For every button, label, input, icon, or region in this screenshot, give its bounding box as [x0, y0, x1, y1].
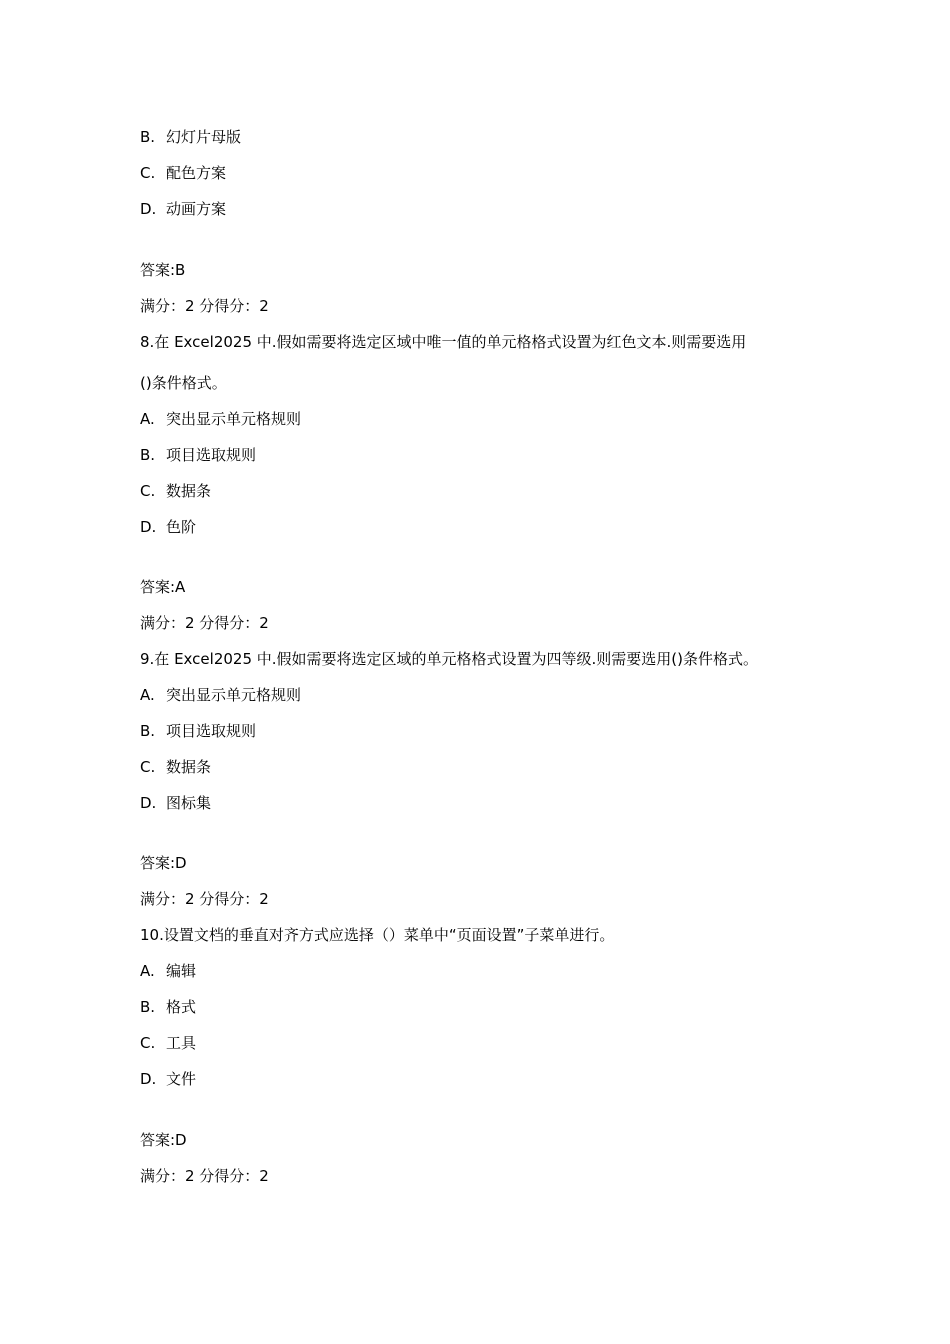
- option-c: C. 数据条: [140, 482, 212, 500]
- question-8-text-cont: ()条件格式。: [140, 374, 227, 392]
- question-9-text: 9.在 Excel2025 中.假如需要将选定区域的单元格格式设置为四等级.则需要选用()条件格式。: [140, 650, 758, 668]
- question-8-text: 8.在 Excel2025 中.假如需要将选定区域中唯一值的单元格格式设置为红色文本.则需要选用: [140, 333, 747, 351]
- option-b: B. 格式: [140, 998, 197, 1016]
- option-d: D. 动画方案: [140, 200, 227, 218]
- option-a: A. 突出显示单元格规则: [140, 686, 302, 704]
- option-d: D. 色阶: [140, 518, 197, 536]
- score: 满分：2 分得分：2: [140, 1167, 269, 1185]
- question-10-text: 10.设置文档的垂直对齐方式应选择（）菜单中“页面设置”子菜单进行。: [140, 926, 615, 944]
- answer: 答案:A: [140, 578, 186, 596]
- option-d: D. 文件: [140, 1070, 197, 1088]
- option-a: A. 突出显示单元格规则: [140, 410, 302, 428]
- option-a: A. 编辑: [140, 962, 197, 980]
- score: 满分：2 分得分：2: [140, 890, 269, 908]
- option-b: B. 项目选取规则: [140, 722, 257, 740]
- score: 满分：2 分得分：2: [140, 297, 269, 315]
- option-c: C. 工具: [140, 1034, 197, 1052]
- option-c: C. 配色方案: [140, 164, 227, 182]
- option-d: D. 图标集: [140, 794, 212, 812]
- answer: 答案:B: [140, 261, 186, 279]
- answer: 答案:D: [140, 854, 187, 872]
- answer: 答案:D: [140, 1131, 187, 1149]
- option-b: B. 幻灯片母版: [140, 128, 242, 146]
- option-b: B. 项目选取规则: [140, 446, 257, 464]
- score: 满分：2 分得分：2: [140, 614, 269, 632]
- option-c: C. 数据条: [140, 758, 212, 776]
